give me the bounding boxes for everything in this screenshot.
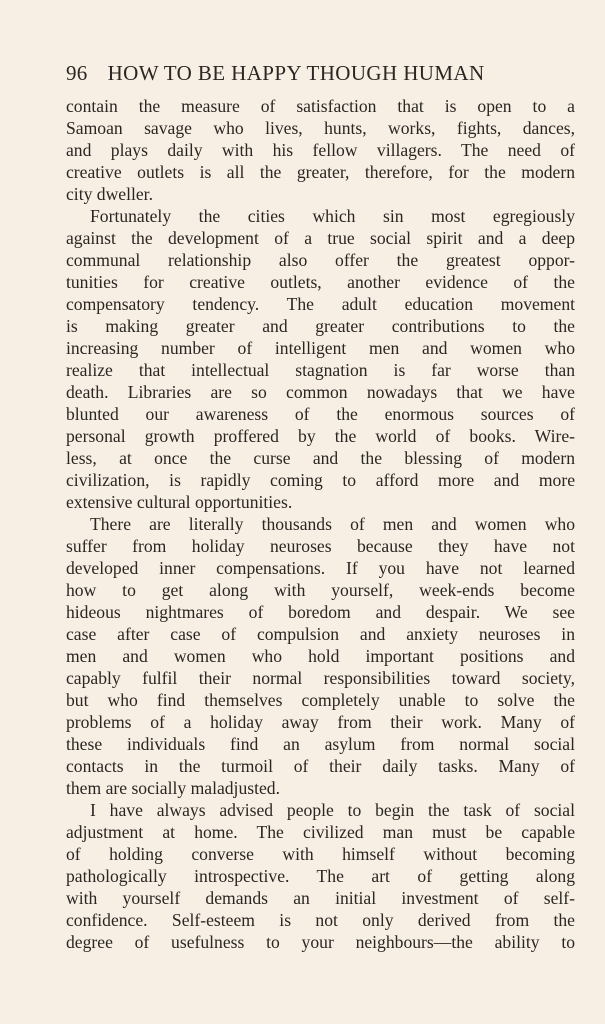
text-line: tunities for creative outlets, another evidence of the [66, 272, 575, 292]
text-line: less, at once the curse and the blessing of modern [66, 448, 575, 468]
text-line: suffer from holiday neuroses because they have not [66, 536, 575, 556]
text-line: civilization, is rapidly coming to afford more and more [66, 470, 575, 490]
text-line: problems of a holiday away from their work. Many of [66, 712, 575, 732]
text-line: death. Libraries are so common nowadays that we have [66, 382, 575, 402]
text-line: case after case of compulsion and anxiety neuroses in [66, 624, 575, 644]
text-line: communal relationship also offer the greatest oppor- [66, 250, 575, 270]
page-number: 96 [66, 61, 88, 85]
text-line: developed inner compensations. If you have not learned [66, 558, 575, 578]
text-line: how to get along with yourself, week-ends become [66, 580, 575, 600]
text-line: hideous nightmares of boredom and despair. We see [66, 602, 575, 622]
running-header [66, 58, 573, 88]
text-line: against the development of a true social spirit and a deep [66, 228, 575, 248]
text-line: Fortunately the cities which sin most egregiously [90, 206, 575, 226]
text-line: increasing number of intelligent men and women who [66, 338, 575, 358]
text-line: extensive cultural opportunities. [66, 492, 293, 512]
text-line: pathologically introspective. The art of getting along [66, 866, 575, 886]
text-line: but who find themselves completely unable to solve the [66, 690, 575, 710]
running-title: HOW TO BE HAPPY THOUGH HUMAN [107, 61, 485, 85]
text-line: is making greater and greater contributions to the [66, 316, 575, 336]
text-line: city dweller. [66, 184, 153, 204]
text-line: with yourself demands an initial investment of self- [66, 888, 575, 908]
text-line: these individuals find an asylum from normal social [66, 734, 575, 754]
text-line: contain the measure of satisfaction that is open to a [66, 96, 575, 116]
text-line: personal growth proffered by the world of books. Wire- [66, 426, 575, 446]
text-line: I have always advised people to begin the task of social [90, 800, 575, 820]
body-text [66, 95, 575, 953]
text-line: blunted our awareness of the enormous sources of [66, 404, 575, 424]
text-line: creative outlets is all the greater, therefore, for the modern [66, 162, 575, 182]
text-line: capably fulfil their normal responsibilities toward society, [66, 668, 575, 688]
text-line: and plays daily with his fellow villagers. The need of [66, 140, 575, 160]
text-line: degree of usefulness to your neighbours—the ability to [66, 932, 575, 952]
text-line: contacts in the turmoil of their daily tasks. Many of [66, 756, 575, 776]
text-line: them are socially maladjusted. [66, 778, 280, 798]
text-line: of holding converse with himself without becoming [66, 844, 575, 864]
text-line: realize that intellectual stagnation is far worse than [66, 360, 575, 380]
text-line: adjustment at home. The civilized man must be capable [66, 822, 575, 842]
text-line: Samoan savage who lives, hunts, works, fights, dances, [66, 118, 575, 138]
text-line: There are literally thousands of men and women who [90, 514, 575, 534]
text-line: compensatory tendency. The adult education movement [66, 294, 575, 314]
text-line: confidence. Self-esteem is not only derived from the [66, 910, 575, 930]
text-line: men and women who hold important positions and [66, 646, 575, 666]
